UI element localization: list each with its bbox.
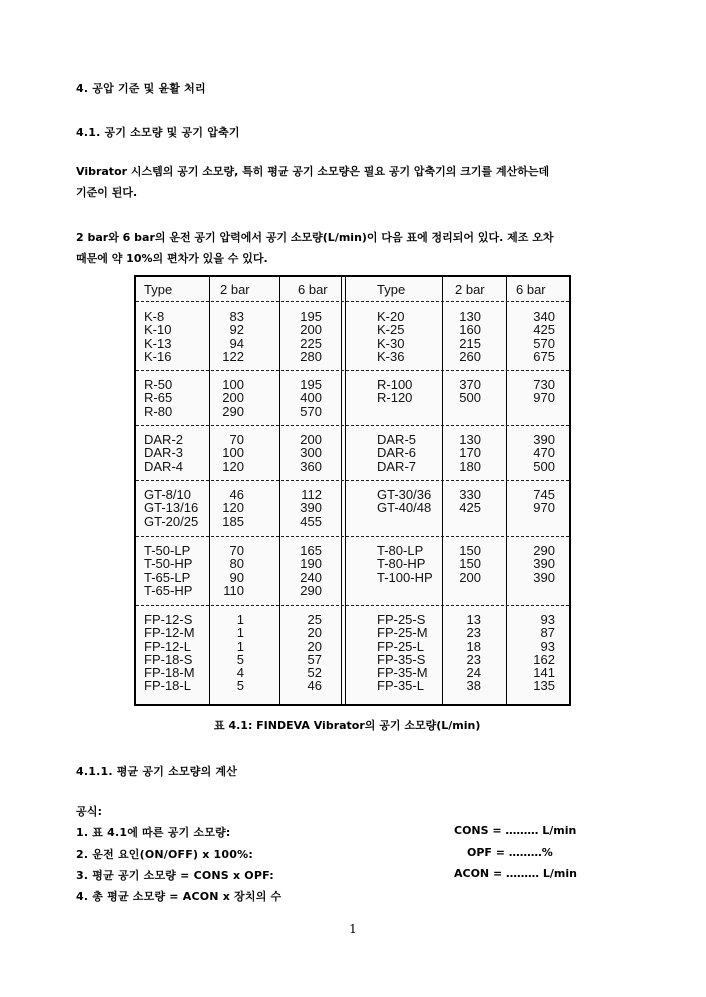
table-caption: 표 4.1: FINDEVA Vibrator의 공기 소모량(L/min) xyxy=(214,719,481,732)
formula-4-text: 4. 총 평균 소모량 = ACON x 장치의 수 xyxy=(76,890,282,903)
group-fp-right-6bar: 93 87 93 162 141 135 xyxy=(533,612,555,694)
formula-2-text: 2. 운전 요인(ON/OFF) x 100%: xyxy=(76,848,253,861)
group-t-left-6bar: 165 190 240 290 xyxy=(300,543,322,598)
group-dar-left-6bar: 200 300 360 xyxy=(300,432,322,474)
group-r-right-6bar: 730 970 xyxy=(533,377,555,406)
formula-label: 공식: xyxy=(76,805,103,818)
group-gt-left-6bar: 112 390 455 xyxy=(300,487,322,529)
air-consumption-table xyxy=(134,275,571,706)
header-6bar-left: 6 bar xyxy=(298,282,328,297)
group-t-right-6bar: 290 390 390 xyxy=(533,543,555,585)
group-r-left-6bar: 195 400 570 xyxy=(300,377,322,419)
group-fp-right-types: FP-25-S FP-25-M FP-25-L FP-35-S FP-35-M FP-35-L xyxy=(377,612,428,694)
group-dar-right-6bar: 390 470 500 xyxy=(533,432,555,474)
paragraph-2-line-1: 2 bar와 6 bar의 운전 공기 압력에서 공기 소모량(L/min)이 다음 표에 정리되어 있다. 제조 오차 xyxy=(76,231,554,244)
group-r-right-types: R-100 R-120 xyxy=(377,377,413,406)
header-2bar-left: 2 bar xyxy=(220,282,250,297)
heading-4: 4. 공압 기준 및 윤활 처리 xyxy=(76,82,206,95)
header-2bar-right: 2 bar xyxy=(455,282,485,297)
group-t-right-2bar: 150 150 200 xyxy=(459,543,481,585)
group-gt-right-6bar: 745 970 xyxy=(533,487,555,516)
formula-2-value: OPF = ………% xyxy=(467,846,553,859)
group-r-right-2bar: 370 500 xyxy=(459,377,481,406)
group-dar-left-2bar: 70 100 120 xyxy=(222,432,244,474)
paragraph-2-line-2: 때문에 약 10%의 편차가 있을 수 있다. xyxy=(76,252,268,265)
group-k-left-2bar: 83 92 94 122 xyxy=(222,309,244,364)
formula-1-value: CONS = ……… L/min xyxy=(454,824,577,837)
group-t-left-types: T-50-LP T-50-HP T-65-LP T-65-HP xyxy=(144,543,193,598)
paragraph-1 xyxy=(76,161,636,203)
group-dar-left-types: DAR-2 DAR-3 DAR-4 xyxy=(144,432,184,474)
group-gt-left-types: GT-8/10 GT-13/16 GT-20/25 xyxy=(144,487,199,529)
formula-3-text: 3. 평균 공기 소모량 = CONS x OPF: xyxy=(76,869,274,882)
page-number: 1 xyxy=(349,922,357,936)
group-fp-left-6bar: 25 20 20 57 52 46 xyxy=(307,612,322,694)
heading-4-1: 4.1. 공기 소모량 및 공기 압축기 xyxy=(76,126,240,139)
group-gt-right-types: GT-30/36 GT-40/48 xyxy=(377,487,432,516)
group-k-right-6bar: 340 425 570 675 xyxy=(533,309,555,364)
group-k-left-types: K-8 K-10 K-13 K-16 xyxy=(144,309,172,364)
group-k-right-2bar: 130 160 215 260 xyxy=(459,309,481,364)
group-k-left-6bar: 195 200 225 280 xyxy=(300,309,322,364)
header-6bar-right: 6 bar xyxy=(516,282,546,297)
paragraph-1-line-2: 기준이 된다. xyxy=(76,186,138,199)
formula-3-value: ACON = ……… L/min xyxy=(454,867,577,880)
header-type-right: Type xyxy=(377,282,406,297)
group-k-right-types: K-20 K-25 K-30 K-36 xyxy=(377,309,405,364)
group-fp-right-2bar: 13 23 18 23 24 38 xyxy=(466,612,481,694)
group-dar-right-2bar: 130 170 180 xyxy=(459,432,481,474)
group-r-left-types: R-50 R-65 R-80 xyxy=(144,377,173,419)
group-fp-left-2bar: 1 1 1 5 4 5 xyxy=(236,612,244,694)
group-r-left-2bar: 100 200 290 xyxy=(222,377,244,419)
paragraph-2 xyxy=(76,227,636,269)
group-dar-right-types: DAR-5 DAR-6 DAR-7 xyxy=(377,432,417,474)
group-t-right-types: T-80-LP T-80-HP T-100-HP xyxy=(377,543,433,585)
header-type-left: Type xyxy=(144,282,173,297)
group-fp-left-types: FP-12-S FP-12-M FP-12-L FP-18-S FP-18-M FP-18-L xyxy=(144,612,195,694)
group-gt-right-2bar: 330 425 xyxy=(459,487,481,516)
formula-1-text: 1. 표 4.1에 따른 공기 소모량: xyxy=(76,826,231,839)
group-t-left-2bar: 70 80 90 110 xyxy=(223,543,244,598)
heading-4-1-1: 4.1.1. 평균 공기 소모량의 계산 xyxy=(76,765,238,778)
group-gt-left-2bar: 46 120 185 xyxy=(222,487,244,529)
paragraph-1-line-1: Vibrator 시스템의 공기 소모량, 특히 평균 공기 소모량은 필요 공기 압축기의 크기를 계산하는데 xyxy=(76,165,550,178)
